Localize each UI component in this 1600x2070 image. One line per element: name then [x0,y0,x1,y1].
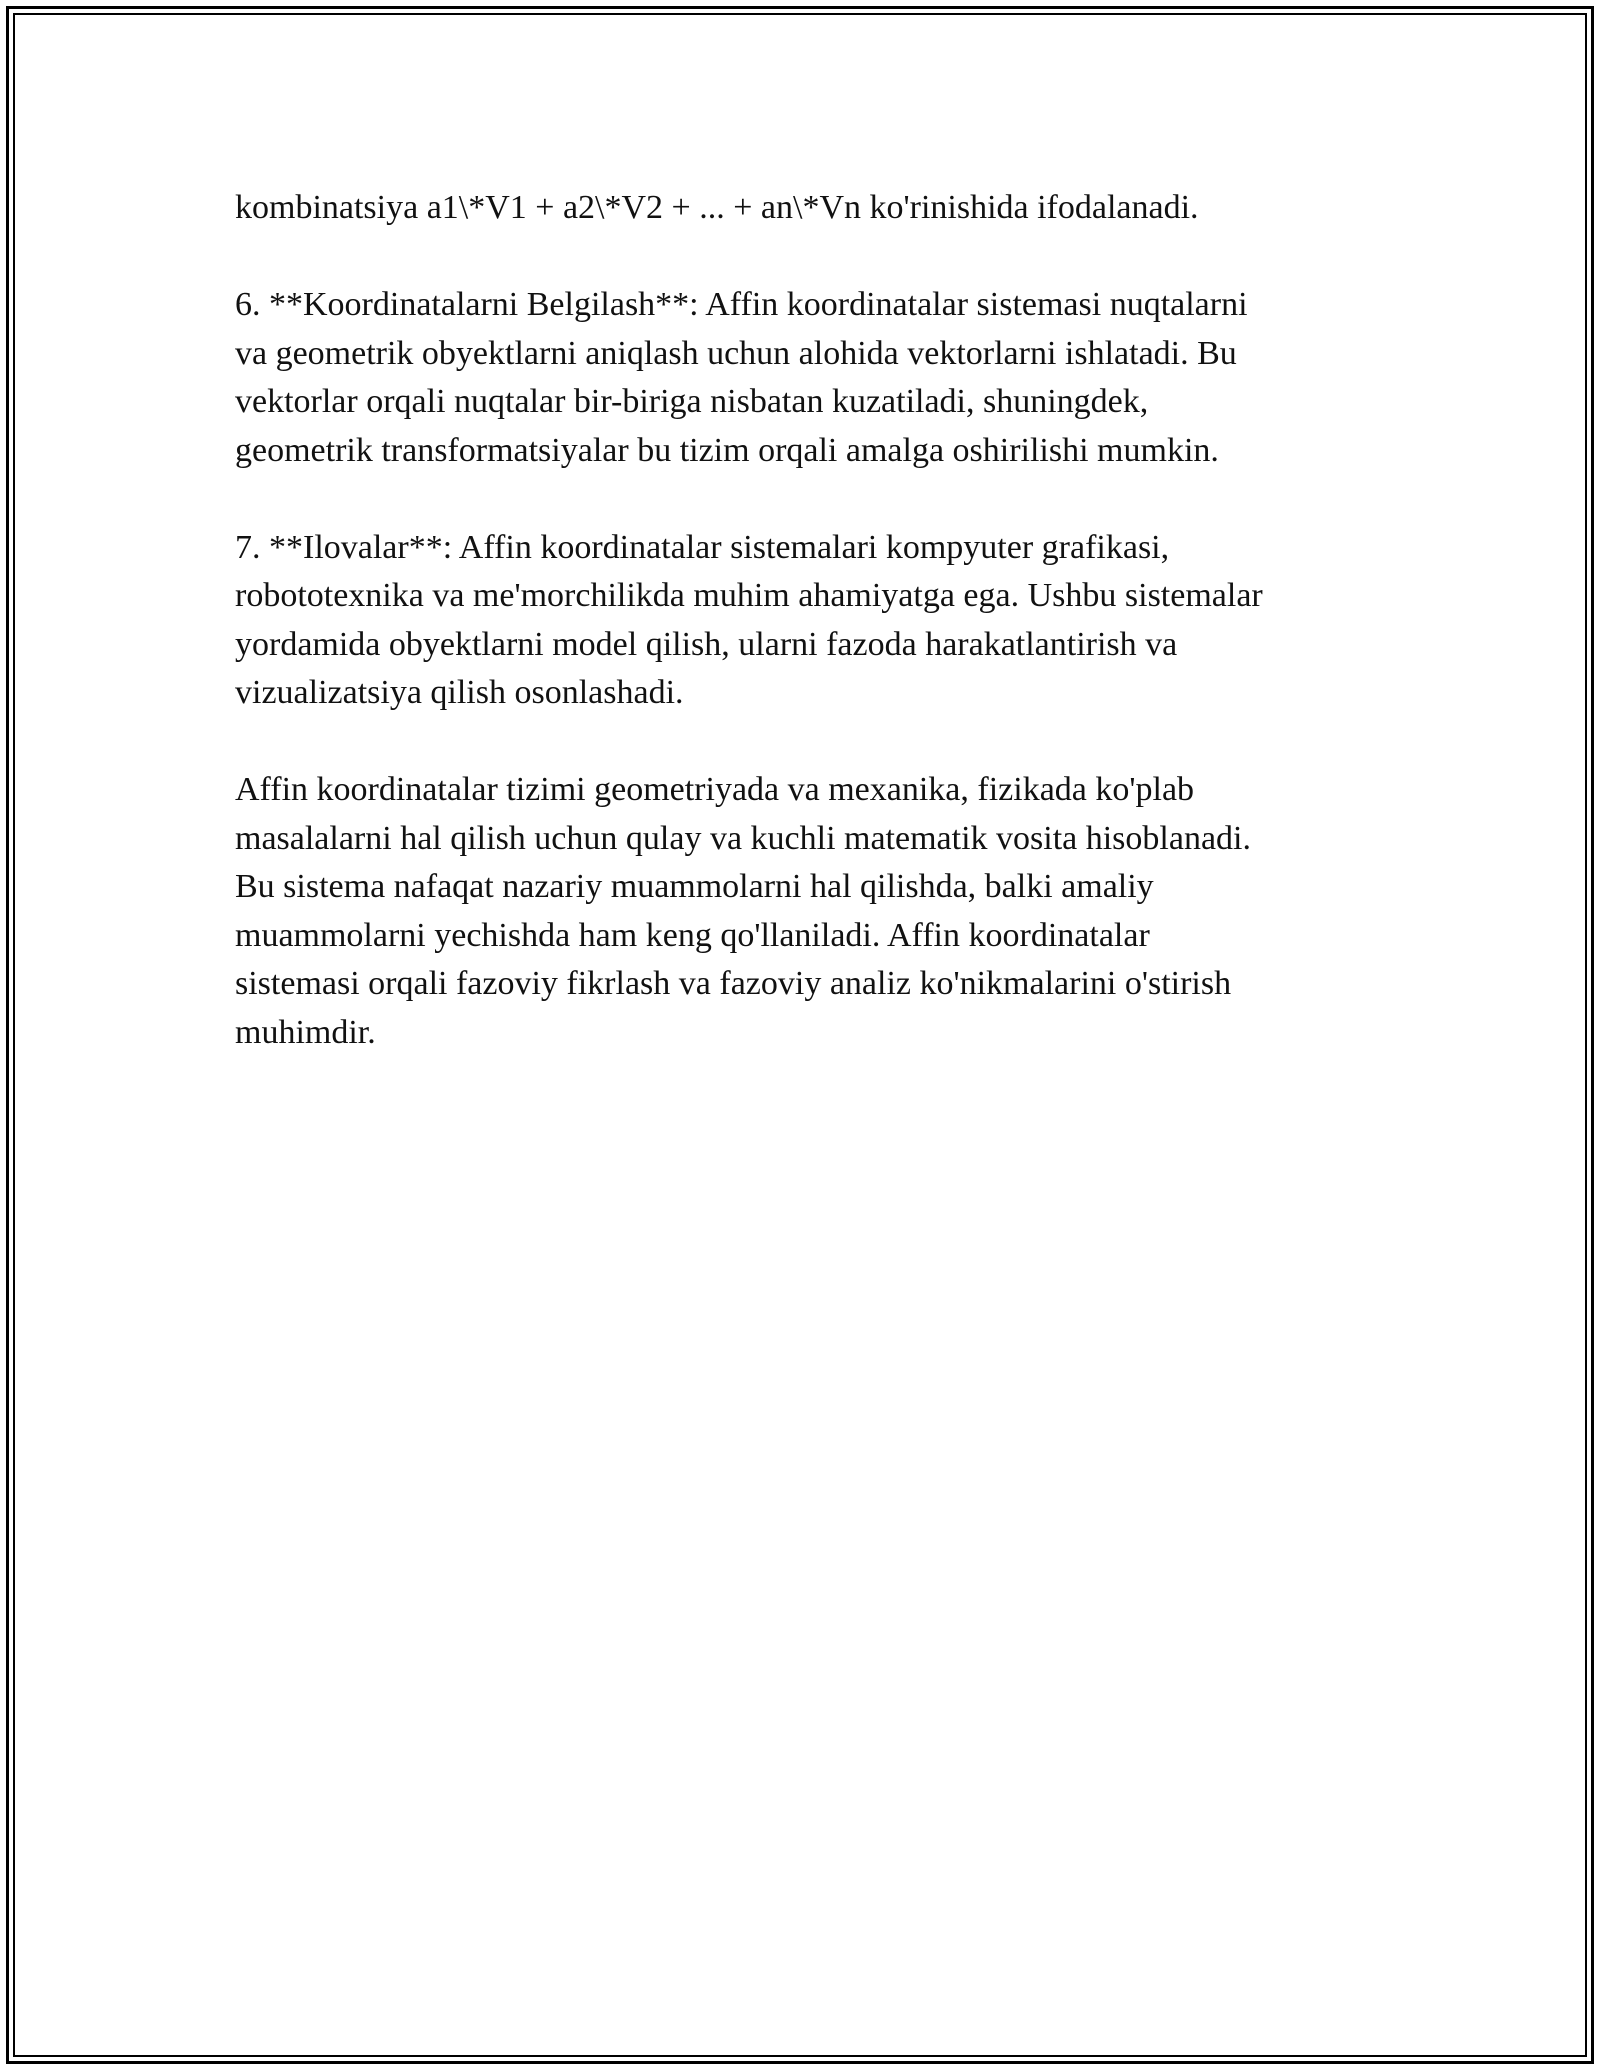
text-line: va geometrik obyektlarni aniqlash uchun alohida vektorlarni ishlatadi. Bu [235,334,1237,372]
text-line: vizualizatsiya qilish osonlashadi. [235,674,684,711]
text-line: masalalarni hal qilish uchun qulay va kuchli matematik vosita hisoblanadi. [235,819,1251,857]
text-line: sistemasi orqali fazoviy fikrlash va fazoviy analiz ko'nikmalarini o'stirish [235,965,1232,1002]
paragraph-item-7 [235,524,1365,718]
text-line: yordamida obyektlarni model qilish, ularni fazoda harakatlantirish va [235,625,1178,663]
paragraph-intro-tail [235,184,1365,233]
paragraph-item-6 [235,281,1365,475]
text-line: muhimdir. [235,1013,376,1051]
text-line: 6. **Koordinatalarni Belgilash**: Affin koordinatalar sistemasi nuqtalarni [235,286,1248,323]
text-line: muammolarni yechishda ham keng qo'llaniladi. Affin koordinatalar [235,916,1150,954]
text-line: geometrik transformatsiyalar bu tizim orqali amalga oshirilishi mumkin. [235,431,1219,469]
text-line: robototexnika va me'morchilikda muhim ahamiyatga ega. Ushbu sistemalar [235,577,1263,614]
text-line: Affin koordinatalar tizimi geometriyada va mexanika, fizikada ko'plab [235,771,1195,808]
paragraph-conclusion [235,766,1365,1057]
text-line: Bu sistema nafaqat nazariy muammolarni hal qilishda, balki amaliy [235,868,1154,905]
text-line: kombinatsiya a1\*V1 + a2\*V2 + ... + an\*Vn ko'rinishida ifodalanadi. [235,189,1199,226]
document-body [235,184,1365,1106]
text-line: vektorlar orqali nuqtalar bir-biriga nisbatan kuzatiladi, shuningdek, [235,383,1149,420]
text-line: 7. **Ilovalar**: Affin koordinatalar sistemalari kompyuter grafikasi, [235,528,1170,566]
